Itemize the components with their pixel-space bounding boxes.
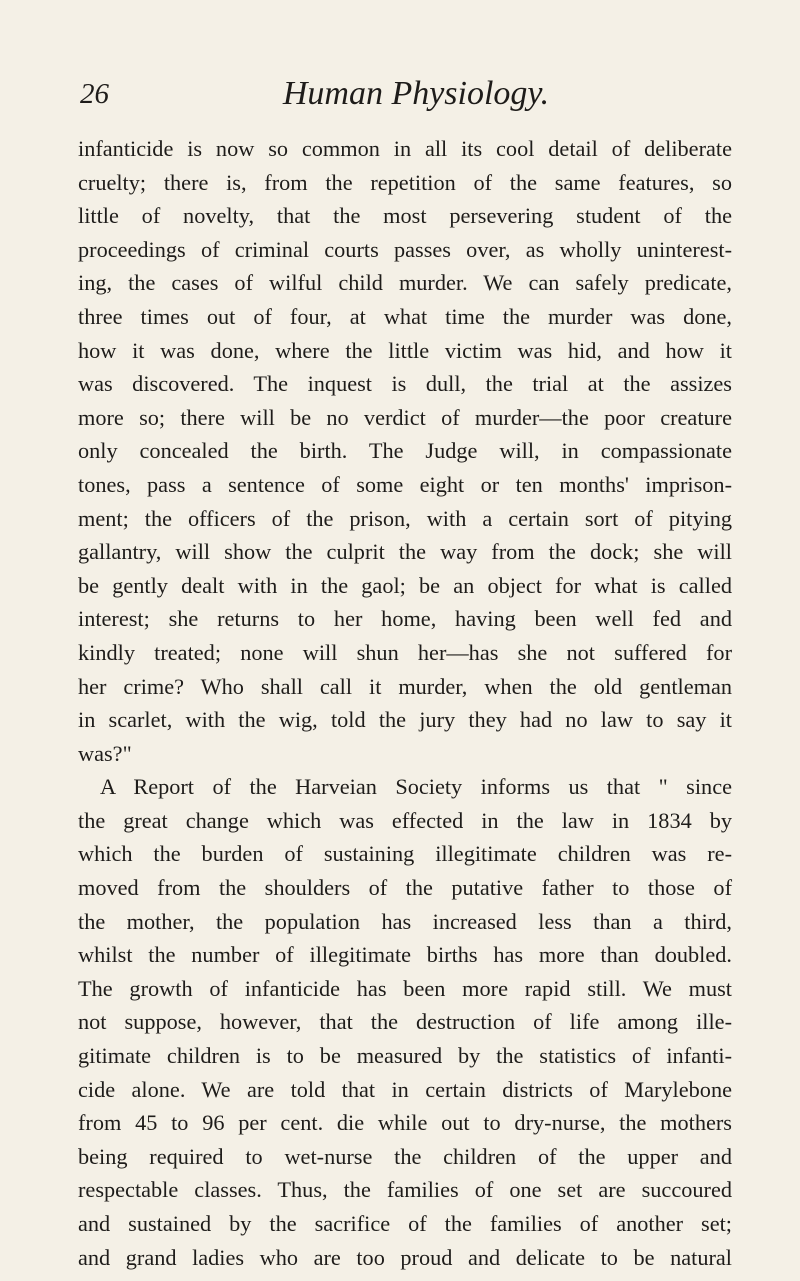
text-line: be gently dealt with in the gaol; be an object for what is called (78, 572, 732, 598)
text-line: how it was done, where the little victim was hid, and how it (78, 337, 732, 363)
text-line: only concealed the birth. The Judge will, in compassionate (78, 438, 732, 464)
text-line: gitimate children is to be measured by the statistics of infanti- (78, 1043, 732, 1069)
text-line: and grand ladies who are too proud and delicate to be natural (78, 1244, 732, 1270)
text-line: was discovered. The inquest is dull, the trial at the assizes (78, 371, 732, 397)
text-line: her crime? Who shall call it murder, when the old gentleman (78, 673, 732, 699)
paragraph-start-line: A Report of the Harveian Society informs us that " since (100, 774, 732, 800)
text-line: gallantry, will show the culprit the way from the dock; she will (78, 539, 732, 565)
text-line: the mother, the population has increased less than a third, (78, 908, 732, 934)
text-line: proceedings of criminal courts passes over, as wholly uninterest- (78, 236, 732, 262)
text-line: ing, the cases of wilful child murder. We can safely predicate, (78, 270, 732, 296)
text-line: three times out of four, at what time the murder was done, (78, 303, 732, 329)
running-title: Human Physiology. (282, 75, 550, 112)
text-line: which the burden of sustaining illegitimate children was re- (78, 841, 732, 867)
text-line: little of novelty, that the most persevering student of the (78, 203, 732, 229)
page-number: 26 (80, 78, 109, 110)
text-line: kindly treated; none will shun her—has she not suffered for (78, 639, 732, 665)
running-head (80, 72, 730, 116)
text-line: tones, pass a sentence of some eight or ten months' imprison- (78, 471, 732, 497)
text-line: being required to wet-nurse the children of the upper and (78, 1143, 732, 1169)
text-line: The growth of infanticide has been more rapid still. We must (78, 975, 732, 1001)
text-line: whilst the number of illegitimate births has more than doubled. (78, 942, 732, 968)
text-line: the great change which was effected in the law in 1834 by (78, 807, 732, 833)
paragraph-end-line: was?" (78, 740, 132, 766)
text-line: and sustained by the sacrifice of the families of another set; (78, 1211, 732, 1236)
text-line: ment; the officers of the prison, with a certain sort of pitying (78, 505, 732, 531)
text-line: from 45 to 96 per cent. die while out to dry-nurse, the mothers (78, 1110, 732, 1136)
text-line: cruelty; there is, from the repetition of the same features, so (78, 169, 732, 195)
text-line: interest; she returns to her home, having been well fed and (78, 606, 732, 632)
text-line: not suppose, however, that the destruction of life among ille- (78, 1009, 732, 1035)
text-line: cide alone. We are told that in certain districts of Marylebone (78, 1076, 732, 1102)
text-line: moved from the shoulders of the putative father to those of (78, 875, 732, 901)
text-line: in scarlet, with the wig, told the jury they had no law to say it (78, 707, 732, 733)
text-line: more so; there will be no verdict of murder—the poor creature (78, 404, 732, 430)
text-line: respectable classes. Thus, the families of one set are succoured (78, 1177, 732, 1203)
text-line: infanticide is now so common in all its cool detail of deliberate (78, 136, 732, 161)
body-text (78, 132, 732, 1274)
